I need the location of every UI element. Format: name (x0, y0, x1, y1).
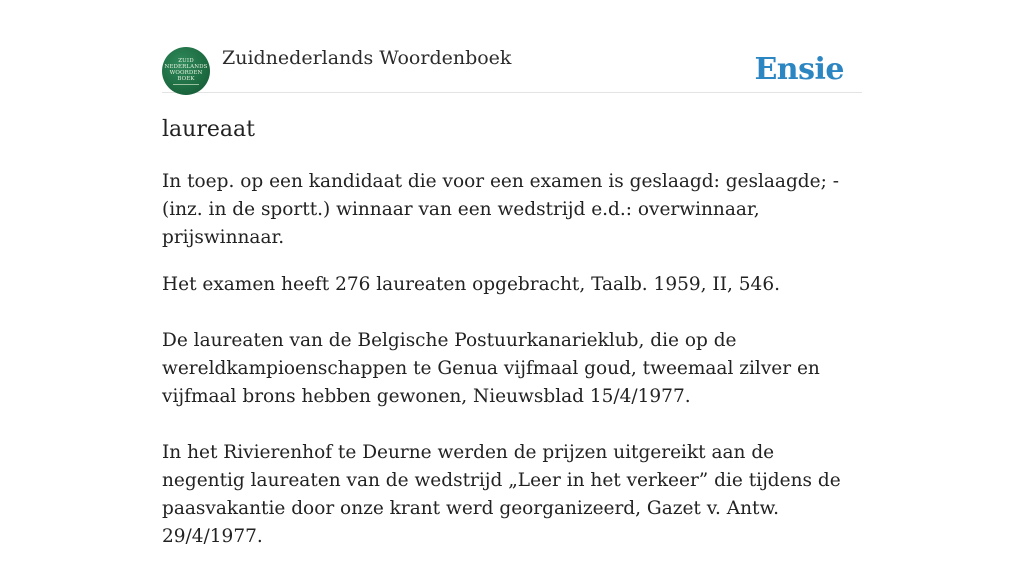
dictionary-logo[interactable] (162, 47, 210, 95)
dictionary-name[interactable]: Zuidnederlands Woordenboek (222, 47, 512, 69)
logo-rule (173, 84, 199, 85)
logo-text-line: BOEK (177, 75, 195, 82)
logo-text-line: NEDERLANDS (164, 63, 208, 70)
entry-content (162, 168, 862, 579)
example-quote: De laureaten van de Belgische Postuurkanarieklub, die op de wereldkampioenschappen te Genua vijfmaal goud, tweemaal zilver en vijfmaal brons hebben gewonen, Nieuwsblad 15/4/1977. (162, 330, 820, 407)
ensie-brand-link[interactable]: Ensie (754, 52, 844, 87)
entry-headword: laureaat (162, 117, 255, 142)
example-quote: In het Rivierenhof te Deurne werden de prijzen uitgereikt aan de negentig laureaten van de wedstrijd „Leer in het verkeer” die tijdens de paasvakantie door onze krant werd georganizeerd, Gazet v. Antw. 29/4/1977. (162, 442, 841, 547)
logo-text-line: WOORDEN (169, 69, 203, 76)
entry-definition: In toep. op een kandidaat die voor een examen is geslaagd: geslaagde; - (inz. in de sportt.) winnaar van een wedstrijd e.d.: overwinnaar, prijswinnaar. (162, 171, 839, 248)
site-header (162, 44, 862, 93)
example-quote: Het examen heeft 276 laureaten opgebracht, Taalb. 1959, II, 546. (162, 274, 780, 295)
logo-text-line: ZUID (178, 57, 194, 64)
